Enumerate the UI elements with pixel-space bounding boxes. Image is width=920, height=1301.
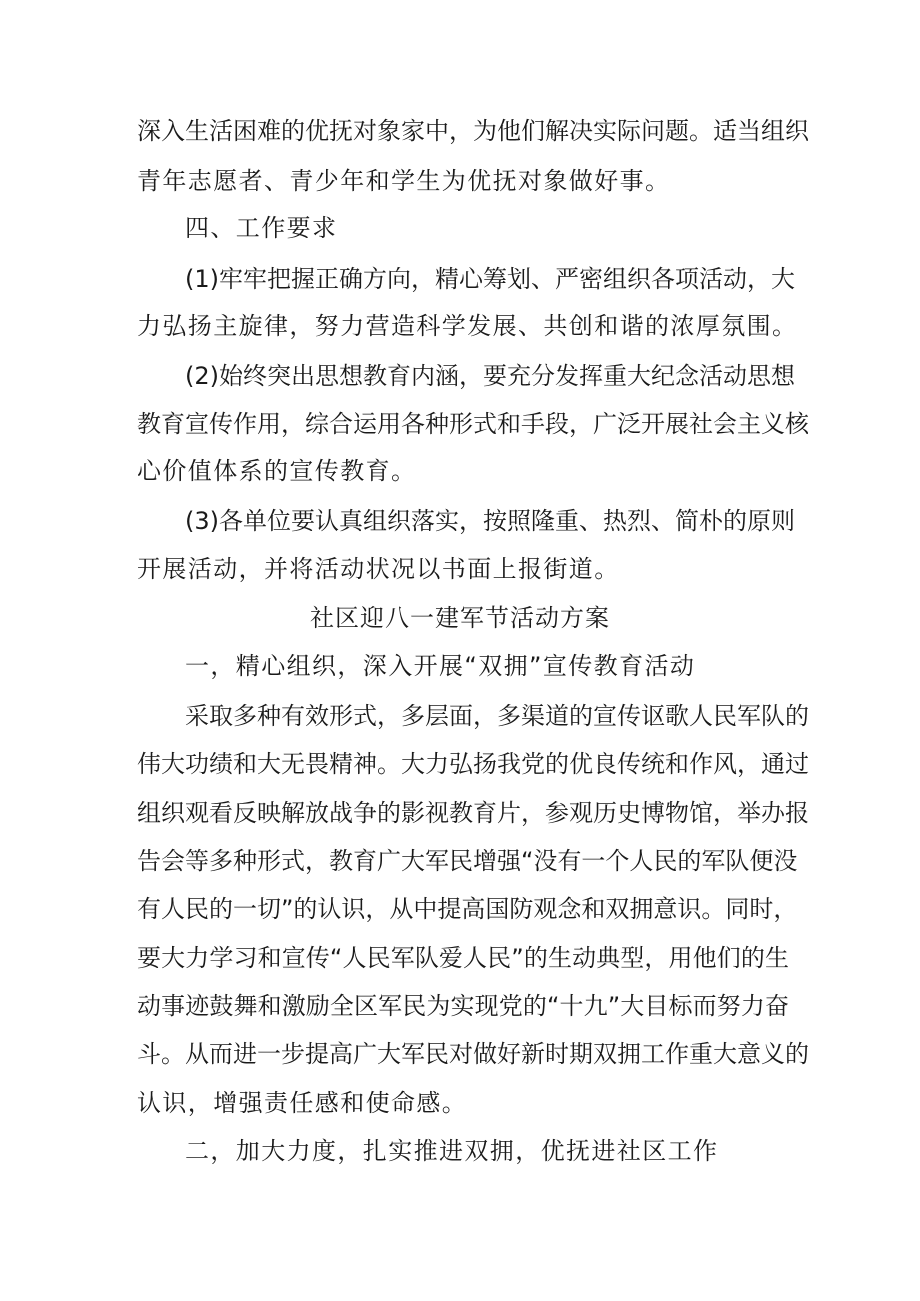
section-heading: 一，精心组织，深入开展“双拥”宣传教育活动 — [185, 652, 696, 680]
paragraph-line: 采取多种有效形式，多层面，多渠道的宣传讴歌人民军队的 — [185, 702, 809, 730]
paragraph-line: 青年志愿者、青少年和学生为优抚对象做好事。 — [137, 167, 671, 195]
paragraph-line: 告会等多种形式，教育广大军民增强“没有一个人民的军队便没 — [137, 847, 798, 875]
document-title: 社区迎八一建军节活动方案 — [310, 604, 610, 632]
section-heading: 二，加大力度，扎实推进双拥，优抚进社区工作 — [185, 1137, 719, 1165]
paragraph-line: (2)始终突出思想教育内涵，要充分发挥重大纪念活动思想 — [185, 362, 795, 390]
section-heading: 四、工作要求 — [185, 214, 338, 242]
paragraph-line: 要大力学习和宣传“人民军队爱人民”的生动典型，用他们的生 — [137, 944, 789, 972]
paragraph-line: 组织观看反映解放战争的影视教育片，参观历史博物馆，举办报 — [137, 799, 809, 827]
paragraph-line: 开展活动，并将活动状况以书面上报街道。 — [137, 555, 620, 583]
paragraph-line: 动事迹鼓舞和激励全区军民为实现党的“十九”大目标而努力奋 — [137, 992, 789, 1020]
paragraph-line: 心价值体系的宣传教育。 — [137, 457, 417, 485]
paragraph-line: 认识，增强责任感和使命感。 — [137, 1089, 468, 1117]
paragraph-line: 有人民的一切”的认识，从中提高国防观念和双拥意识。同时， — [137, 895, 798, 923]
paragraph-line: 深入生活困难的优抚对象家中，为他们解决实际问题。适当组织 — [137, 117, 809, 145]
paragraph-line: 力弘扬主旋律，努力营造科学发展、共创和谐的浓厚氛围。 — [137, 312, 798, 340]
paragraph-line: 教育宣传作用，综合运用各种形式和手段，广泛开展社会主义核 — [137, 410, 809, 438]
paragraph-line: (1)牢牢把握正确方向，精心筹划、严密组织各项活动，大 — [185, 265, 795, 293]
paragraph-line: (3)各单位要认真组织落实，按照隆重、热烈、简朴的原则 — [185, 507, 795, 535]
paragraph-line: 斗。从而进一步提高广大军民对做好新时期双拥工作重大意义的 — [137, 1040, 809, 1068]
paragraph-line: 伟大功绩和大无畏精神。大力弘扬我党的优良传统和作风，通过 — [137, 750, 809, 778]
